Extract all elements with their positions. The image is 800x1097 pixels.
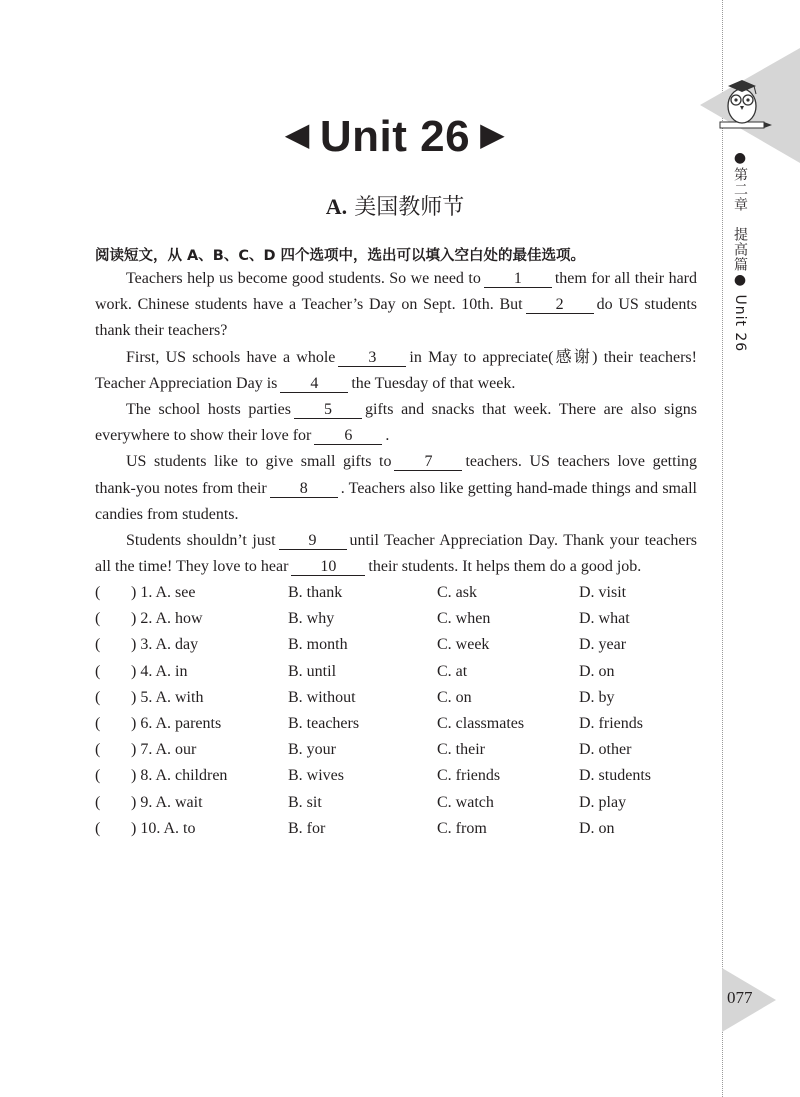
page-number: 077	[727, 988, 753, 1007]
unit-title	[0, 112, 790, 162]
answer-paren[interactable]: (	[95, 662, 101, 680]
answer-blank: 6	[314, 427, 382, 445]
option-c: C. from	[437, 819, 487, 837]
answer-paren[interactable]: (	[95, 714, 101, 732]
option-c: C. when	[437, 610, 491, 628]
answer-blank: 2	[526, 296, 594, 314]
passage-text: . Teachers also like getting hand-made things and small candies from students.	[95, 479, 697, 523]
passage-text: their students. It helps them do a good job.	[368, 558, 642, 576]
answer-blank: 4	[280, 375, 348, 393]
option-b: B. without	[288, 688, 356, 706]
passage-paragraph	[95, 266, 697, 345]
left-triangle-icon: ◀	[284, 116, 310, 152]
passage-text: US students like to give small gifts to	[126, 453, 392, 471]
answer-paren[interactable]: (	[95, 819, 101, 837]
option-b: B. wives	[288, 767, 344, 785]
passage-text: until Teacher Appreciation Day. Thank your teachers all the time! They love to hear	[95, 532, 698, 576]
section-title	[0, 190, 790, 221]
option-d: D. friends	[579, 714, 643, 732]
chapter-side-label: ●第二章 提高篇● Unit 26	[732, 150, 748, 353]
passage-text: Teachers help us become good students. So we need to	[126, 270, 481, 287]
answer-paren[interactable]: (	[95, 688, 101, 706]
passage-paragraph	[95, 397, 697, 449]
option-c: C. friends	[437, 767, 501, 785]
answer-paren[interactable]: (	[95, 610, 101, 628]
question-list	[95, 580, 715, 842]
option-b: B. thank	[288, 584, 343, 601]
question-row	[95, 632, 715, 658]
option-c: C. week	[437, 636, 490, 654]
question-row	[95, 790, 715, 816]
question-row	[95, 659, 715, 685]
margin-dotted-rule	[722, 0, 723, 1097]
passage-paragraph	[95, 528, 697, 580]
answer-blank: 1	[484, 270, 552, 288]
option-b: B. teachers	[288, 714, 360, 732]
question-row	[95, 763, 715, 789]
answer-paren[interactable]: (	[95, 636, 101, 654]
option-d: D. what	[579, 610, 630, 628]
answer-paren[interactable]: (	[95, 793, 101, 811]
option-c: C. at	[437, 662, 468, 680]
option-b: B. for	[288, 819, 326, 837]
option-d: D. on	[579, 662, 615, 680]
answer-paren[interactable]: (	[95, 767, 101, 785]
option-a: ) 3. A. day	[131, 636, 199, 654]
passage-text: First, US schools have a whole	[126, 348, 336, 366]
option-d: D. on	[579, 819, 615, 837]
answer-paren[interactable]: (	[95, 584, 101, 601]
question-row	[95, 685, 715, 711]
question-row	[95, 816, 715, 842]
option-b: B. your	[288, 741, 336, 759]
question-row	[95, 737, 715, 763]
answer-blank: 3	[338, 349, 406, 367]
option-d: D. play	[579, 793, 627, 811]
unit-title-text: Unit 26	[319, 112, 471, 161]
answer-paren[interactable]: (	[95, 741, 101, 759]
passage-paragraph	[95, 449, 697, 528]
passage-text: teachers. US teachers love getting thank-you notes from their	[95, 453, 698, 497]
option-a: ) 9. A. wait	[131, 793, 203, 811]
option-b: B. sit	[288, 793, 322, 811]
answer-blank: 10	[291, 558, 365, 576]
option-a: ) 6. A. parents	[131, 714, 222, 732]
passage-text: them for all their hard work. Chinese students have a Teacher’s Day on Sept. 10th. But	[95, 270, 698, 314]
option-c: C. on	[437, 688, 472, 706]
passage-text: Students shouldn’t just	[126, 532, 276, 550]
passage-text: the Tuesday of that week.	[351, 374, 516, 392]
right-triangle-icon: ▶	[480, 116, 506, 152]
option-c: C. classmates	[437, 714, 525, 732]
section-title-text: 美国教师节	[354, 195, 465, 220]
option-a: ) 5. A. with	[131, 688, 204, 706]
answer-blank: 7	[394, 453, 462, 471]
section-letter: A.	[325, 194, 348, 219]
option-a: ) 4. A. in	[131, 662, 188, 680]
passage-text: do US students thank their teachers?	[95, 296, 697, 340]
passage-text: .	[385, 427, 390, 445]
option-b: B. until	[288, 662, 337, 680]
option-c: C. their	[437, 741, 485, 759]
passage-text: in May to appreciate(感谢) their teachers! Teacher Appreciation Day is	[95, 348, 697, 392]
question-row	[95, 580, 715, 606]
option-b: B. why	[288, 610, 335, 628]
option-c: C. watch	[437, 793, 494, 811]
option-d: D. by	[579, 688, 615, 706]
option-a: ) 2. A. how	[131, 610, 203, 628]
question-row	[95, 606, 715, 632]
option-d: D. year	[579, 636, 627, 654]
passage-text: gifts and snacks that week. There are also signs everywhere to show their love for	[95, 401, 698, 445]
passage-text: The school hosts parties	[126, 401, 292, 419]
option-a: ) 8. A. children	[131, 767, 228, 785]
reading-passage	[95, 266, 697, 580]
answer-blank: 5	[294, 401, 362, 419]
option-d: D. visit	[579, 584, 627, 601]
passage-paragraph	[95, 345, 697, 397]
instruction-text: 阅读短文，从 A、B、C、D 四个选项中，选出可以填入空白处的最佳选项。	[95, 248, 586, 264]
option-b: B. month	[288, 636, 348, 654]
option-a: ) 7. A. our	[131, 741, 197, 759]
answer-blank: 8	[270, 480, 338, 498]
option-a: ) 10. A. to	[131, 819, 196, 837]
option-c: C. ask	[437, 584, 477, 601]
option-d: D. students	[579, 767, 651, 785]
option-a: ) 1. A. see	[131, 584, 196, 601]
question-row	[95, 711, 715, 737]
answer-blank: 9	[279, 532, 347, 550]
option-d: D. other	[579, 741, 632, 759]
